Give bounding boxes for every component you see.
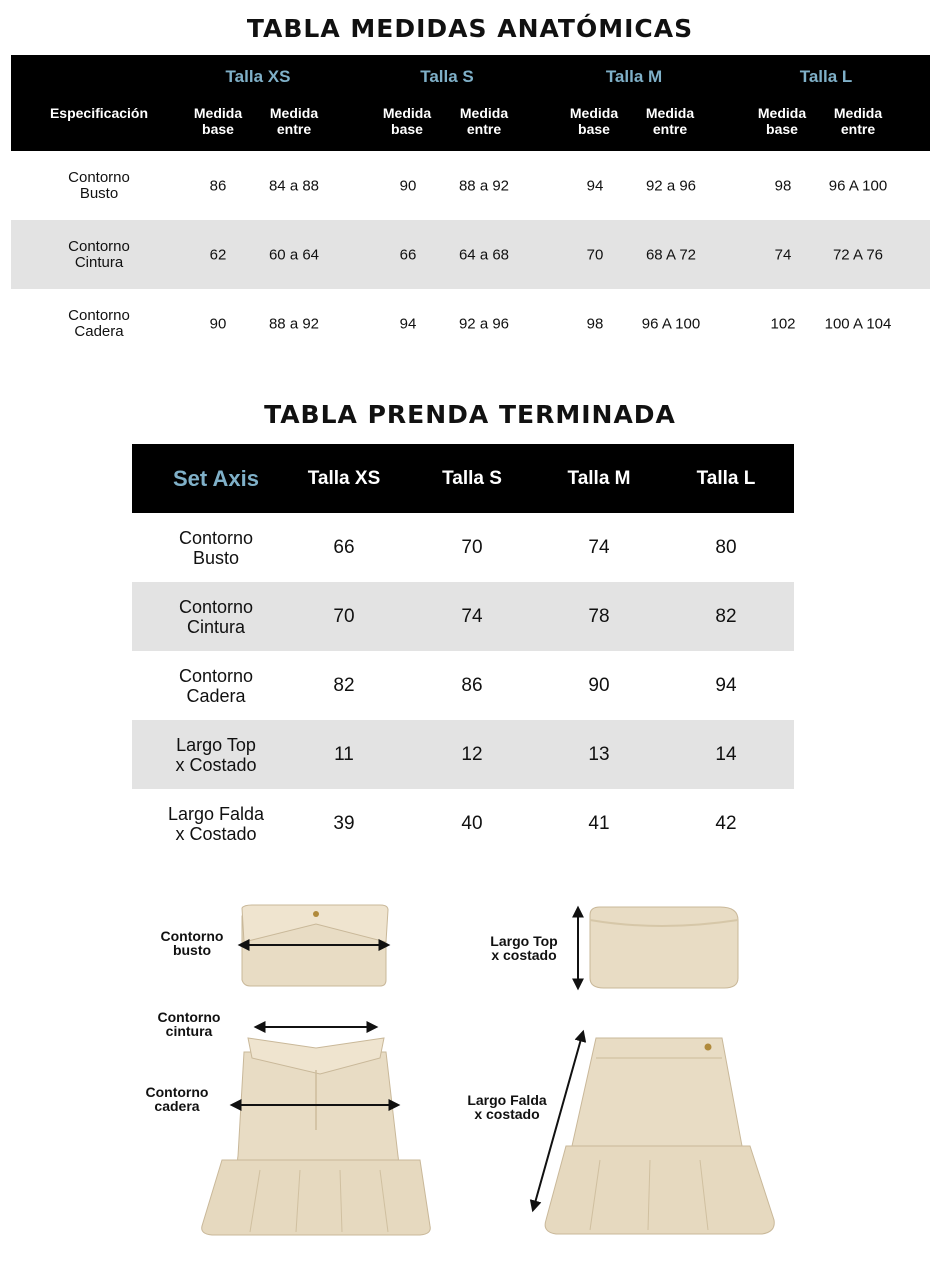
table2-title: TABLA PRENDA TERMINADA [264, 400, 676, 429]
table-cell: 98 [774, 177, 792, 194]
table2-header [132, 444, 794, 513]
table-cell: 98 [586, 315, 604, 332]
table-cell: 62 [209, 246, 227, 263]
table-cell: 13 [588, 743, 610, 765]
table-cell: 74 [774, 246, 792, 263]
measurement-illustrations [0, 880, 940, 1261]
size-header-l: Talla L [696, 467, 756, 489]
sub-header-base: Medida base [757, 105, 807, 137]
table-cell: 70 [461, 536, 483, 558]
table-cell: 40 [461, 812, 483, 834]
table-cell: 70 [333, 605, 355, 627]
table-cell: 39 [333, 812, 355, 834]
label-contorno-cadera: Contorno cadera [145, 1084, 209, 1114]
table1-header [11, 55, 930, 151]
table-cell: 14 [715, 743, 737, 765]
table-cell: 41 [588, 812, 610, 834]
table-cell: 90 [399, 177, 417, 194]
skirt-front-drawing [202, 1027, 431, 1235]
table-cell: 80 [715, 536, 737, 558]
table-cell: 102 [770, 315, 796, 332]
label-largo-top: Largo Top x costado [490, 933, 558, 963]
row-label: Contorno Cintura [178, 596, 254, 637]
table-cell: 82 [333, 674, 355, 696]
table-row [132, 651, 794, 720]
size-header-m: Talla M [605, 67, 663, 86]
table-cell: 70 [586, 246, 604, 263]
garment-drawings [0, 880, 940, 1261]
top-side-drawing [578, 907, 738, 988]
table-cell: 74 [588, 536, 610, 558]
table-row [11, 220, 930, 289]
button-icon [313, 911, 319, 917]
size-header-s: Talla S [442, 467, 502, 489]
table-cell: 86 [209, 177, 227, 194]
row-label: Contorno Busto [178, 527, 254, 568]
size-header-m: Talla M [567, 467, 631, 489]
table-cell: 68 A 72 [645, 246, 697, 263]
button-icon [705, 1044, 712, 1051]
table-cell: 84 a 88 [268, 177, 320, 194]
size-header-l: Talla L [799, 67, 853, 86]
set-name: Set Axis [172, 465, 259, 491]
row-label: Largo Falda x Costado [167, 803, 265, 844]
table-row [132, 789, 794, 858]
skirt-side-drawing [533, 1032, 774, 1234]
top-front-drawing [240, 905, 388, 986]
table-cell: 88 a 92 [458, 177, 510, 194]
sub-header-range: Medida entre [459, 105, 509, 137]
table-row [132, 720, 794, 789]
row-label: Largo Top x Costado [175, 734, 257, 775]
sub-header-range: Medida entre [645, 105, 695, 137]
finished-garment-table [132, 444, 794, 858]
spec-header: Especificación [49, 105, 149, 121]
table-cell: 86 [461, 674, 483, 696]
table-cell: 64 a 68 [458, 246, 510, 263]
table-cell: 100 A 104 [824, 315, 892, 332]
table-cell: 94 [399, 315, 417, 332]
row-label: Contorno Cadera [178, 665, 254, 706]
anatomical-measurements-table [11, 55, 930, 358]
table-cell: 88 a 92 [268, 315, 320, 332]
table-cell: 42 [715, 812, 737, 834]
table-cell: 74 [461, 605, 483, 627]
table-cell: 96 A 100 [641, 315, 701, 332]
table-cell: 96 A 100 [828, 177, 888, 194]
table-row [132, 513, 794, 582]
table-cell: 94 [586, 177, 604, 194]
sub-header-base: Medida base [382, 105, 432, 137]
row-label: Contorno Cadera [68, 306, 130, 340]
table-row [132, 582, 794, 651]
table-cell: 82 [715, 605, 737, 627]
table-row [11, 289, 930, 358]
table-cell: 66 [399, 246, 417, 263]
size-header-xs: Talla XS [225, 67, 291, 86]
size-header-xs: Talla XS [307, 467, 381, 489]
table-cell: 12 [461, 743, 483, 765]
table-cell: 60 a 64 [268, 246, 320, 263]
table-cell: 72 A 76 [832, 246, 884, 263]
table-cell: 11 [334, 743, 354, 765]
sub-header-range: Medida entre [833, 105, 883, 137]
label-contorno-cintura: Contorno cintura [157, 1009, 221, 1039]
table-cell: 66 [333, 536, 355, 558]
sub-header-range: Medida entre [269, 105, 319, 137]
label-largo-falda: Largo Falda x costado [467, 1092, 547, 1122]
table1-title: TABLA MEDIDAS ANATÓMICAS [246, 14, 694, 43]
table-cell: 90 [209, 315, 227, 332]
row-label: Contorno Busto [68, 168, 130, 202]
sub-header-base: Medida base [193, 105, 243, 137]
table-cell: 90 [588, 674, 610, 696]
row-label: Contorno Cintura [68, 237, 130, 271]
table-cell: 92 a 96 [645, 177, 697, 194]
sub-header-base: Medida base [569, 105, 619, 137]
table-cell: 92 a 96 [458, 315, 510, 332]
label-contorno-busto: Contorno busto [160, 928, 224, 958]
table-cell: 78 [588, 605, 610, 627]
table-cell: 94 [715, 674, 737, 696]
table-row [11, 151, 930, 220]
size-header-s: Talla S [420, 67, 474, 86]
